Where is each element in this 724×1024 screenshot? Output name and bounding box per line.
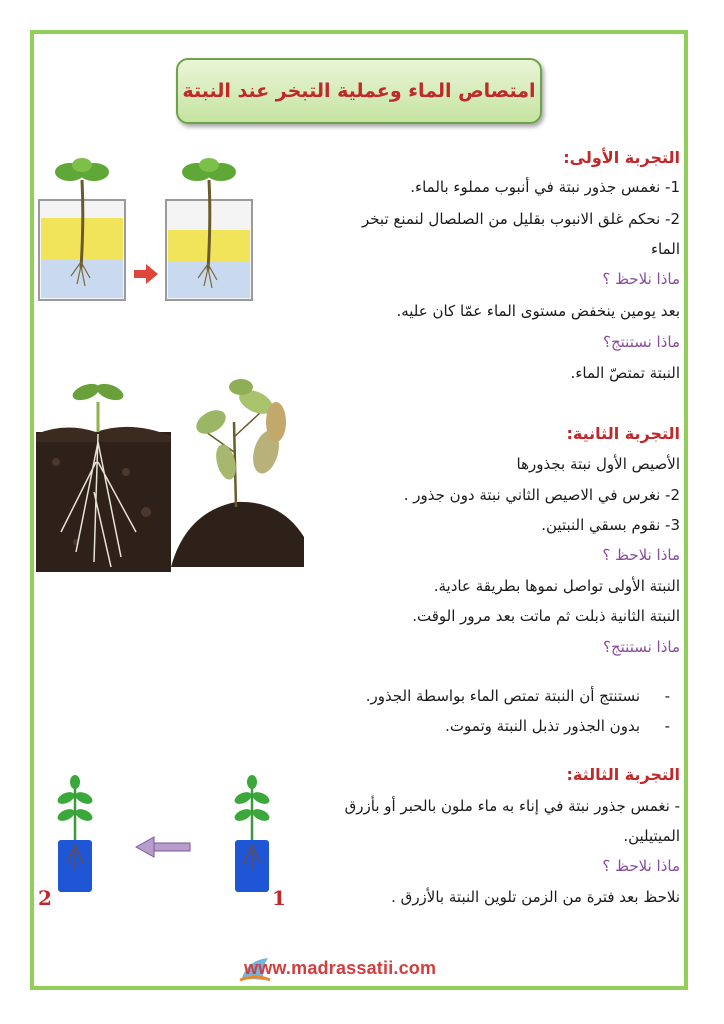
footer-website-link[interactable]: www.madrassatii.com xyxy=(244,958,437,978)
plant-without-roots xyxy=(171,379,304,567)
exp2-step2: 2- نغرس في الاصيص الثاني نبتة دون جذور . xyxy=(403,486,680,504)
exp2-conclusion-2-text: بدون الجذور تذبل النبتة وتموت. xyxy=(445,717,640,735)
exp1-step2: 2- نحكم غلق الانبوب بقليل من الصلصال لنمنع تبخر xyxy=(361,210,680,228)
plant-pot-2 xyxy=(56,775,95,892)
exp2-observe-question: ماذا نلاحظ ؟ xyxy=(602,546,680,564)
dye-experiment-figure xyxy=(30,770,300,920)
figure-label-2: 2 xyxy=(38,886,52,910)
exp1-heading: التجربة الأولى: xyxy=(563,148,680,167)
exp1-observe-question: ماذا نلاحظ ؟ xyxy=(602,270,680,288)
tube-before xyxy=(39,158,125,300)
title-banner xyxy=(176,58,542,124)
exp3-observation: نلاحظ بعد فترة من الزمن تلوين النبتة بالأزرق . xyxy=(391,888,680,906)
exp3-observe-question: ماذا نلاحظ ؟ xyxy=(602,857,680,875)
tube-after xyxy=(166,158,252,300)
exp2-step3: 3- نقوم بسقي النبتين. xyxy=(541,516,680,534)
exp1-step2-cont: الماء xyxy=(650,240,680,258)
exp1-conclude-question: ماذا نستنتج؟ xyxy=(603,333,680,351)
tube-experiment-figure xyxy=(34,150,259,310)
exp2-observation-1: النبتة الأولى تواصل نموها بطريقة عادية. xyxy=(433,577,680,595)
plant-pot-1 xyxy=(233,775,272,892)
soil-plants-figure xyxy=(36,362,308,580)
exp1-observation: بعد يومين ينخفض مستوى الماء عمّا كان عليه. xyxy=(396,302,680,320)
exp2-conclude-question: ماذا نستنتج؟ xyxy=(603,638,680,656)
exp1-conclusion: النبتة تمتصّ الماء. xyxy=(570,364,680,382)
page-title: امتصاص الماء وعملية التبخر عند النبتة xyxy=(182,80,536,102)
bullet-dash: - xyxy=(664,687,670,705)
plant-with-roots xyxy=(36,381,171,572)
exp3-step1-cont: الميتيلين. xyxy=(623,827,680,845)
exp2-step1: الأصيص الأول نبتة بجذورها xyxy=(516,455,680,473)
exp2-conclusion-2 xyxy=(250,717,670,739)
arrow-icon xyxy=(134,264,158,284)
exp2-conclusion-1-text: نستنتج أن النبتة تمتص الماء بواسطة الجذور. xyxy=(365,687,640,705)
exp3-heading: التجربة الثالثة: xyxy=(566,765,680,784)
arrow-left-icon xyxy=(136,837,190,857)
exp1-step1: 1- نغمس جذور نبتة في أنبوب مملوء بالماء. xyxy=(410,178,680,196)
exp2-heading: التجربة الثانية: xyxy=(566,424,680,443)
exp2-observation-2: النبتة الثانية ذبلت ثم ماتت بعد مرور الوقت. xyxy=(412,607,680,625)
exp3-step1: - نغمس جذور نبتة في إناء به ماء ملون بالحبر أو بأزرق xyxy=(344,797,680,815)
bullet-dash: - xyxy=(664,717,670,735)
exp2-conclusion-1 xyxy=(250,687,670,709)
figure-label-1: 1 xyxy=(272,886,286,910)
